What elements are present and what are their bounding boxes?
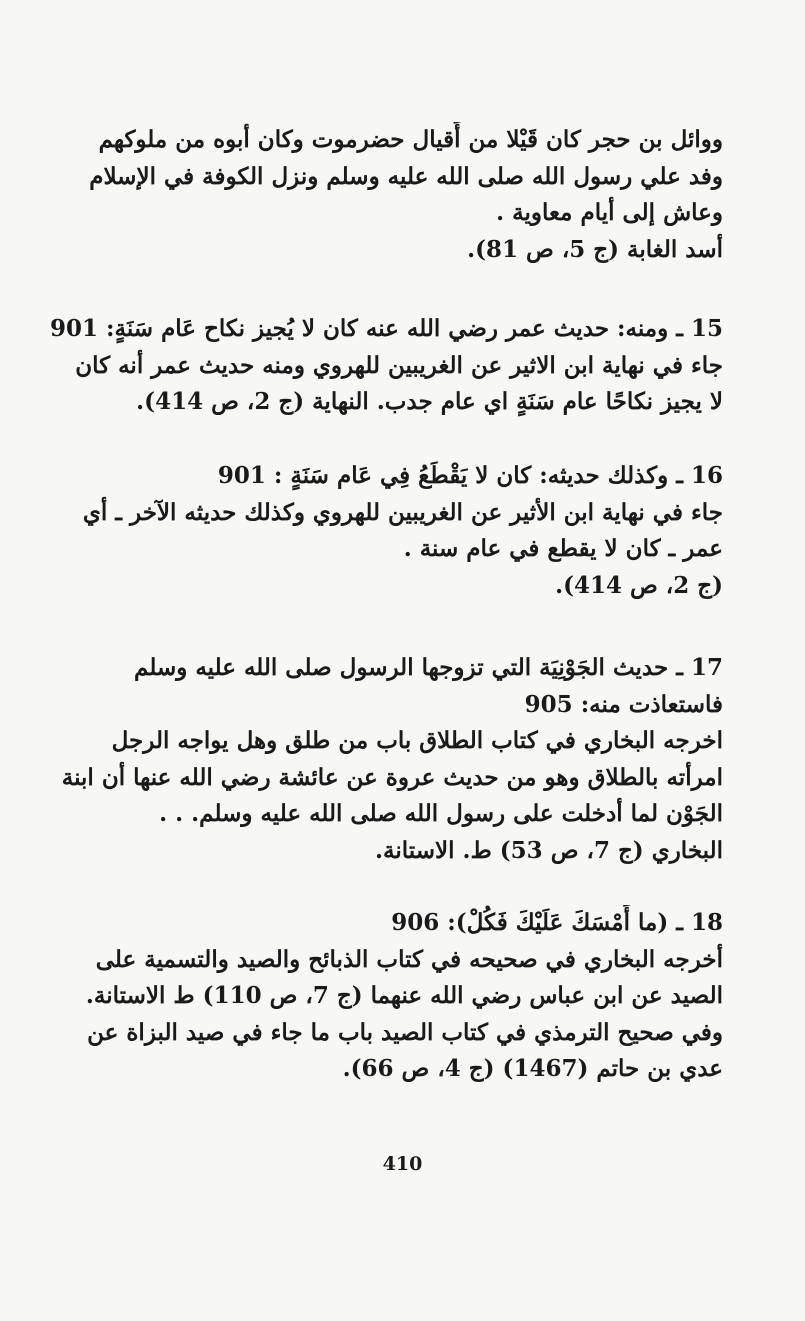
entry-15 <box>48 311 723 421</box>
entry-heading: 18 ـ (ما أَمْسَكَ عَلَيْكَ فَكُلْ): 906 <box>391 909 723 936</box>
entry-heading: 16 ـ وكذلك حديثه: كان لا يَقْطَعُ فِي عَام سَنَةٍ : 901 <box>217 462 723 489</box>
text-line: وفد علي رسول الله صلى الله عليه وسلم ونزل الكوفة في الإسلام <box>89 162 723 190</box>
citation-line: (ج 2، ص 414). <box>555 571 723 599</box>
text-line: جاء في نهاية ابن الأثير عن الغريبين للهروي وكذلك حديثه الآخر ـ أي <box>82 498 723 526</box>
text-line: الجَوْن لما أدخلت على رسول الله صلى الله عليه وسلم. . . <box>159 800 723 827</box>
paragraph-narrator-biography <box>48 122 723 268</box>
text-line: وعاش إلى أيام معاوية . <box>496 199 723 226</box>
citation-line: أسد الغابة (ج 5، ص 81). <box>467 235 723 263</box>
text-line: وفي صحيح الترمذي في كتاب الصيد باب ما جاء في صيد البزاة عن <box>87 1018 723 1046</box>
text-line: عمر ـ كان لا يقطع في عام سنة . <box>403 535 723 562</box>
entry-heading: 17 ـ حديث الجَوْنِيَة التي تزوجها الرسول صلى الله عليه وسلم <box>134 654 723 681</box>
text-line: الصيد عن ابن عباس رضي الله عنهما (ج 7، ص 110) ط الاستانة. <box>85 982 723 1009</box>
entry-heading-continuation: فاستعاذت منه: 905 <box>524 690 723 718</box>
entry-17 <box>48 650 723 869</box>
citation-line: عدي بن حاتم (1467) (ج 4، ص 66). <box>342 1055 723 1082</box>
entry-heading: 15 ـ ومنه: حديث عمر رضي الله عنه كان لا يُجيز نكاح عَام سَنَةٍ: 901 <box>50 315 723 342</box>
text-line: لا يجيز نكاحًا عام سَنَةٍ اي عام جدب. النهاية (ج 2، ص 414). <box>136 388 723 415</box>
text-line: اخرجه البخاري في كتاب الطلاق باب من طلق وهل يواجه الرجل <box>111 727 723 754</box>
text-line: ووائل بن حجر كان قَيْلا من أَقيال حضرموت وكان أبوه من ملوكهم <box>98 126 723 153</box>
page-number: 410 <box>382 1153 423 1175</box>
entry-18 <box>48 905 723 1088</box>
citation-line: البخاري (ج 7، ص 53) ط. الاستانة. <box>375 836 723 864</box>
text-line: امرأته بالطلاق وهو من حديث عروة عن عائشة رضي الله عنها أن ابنة <box>61 763 723 791</box>
entry-16 <box>48 458 723 604</box>
text-line: جاء في نهاية ابن الاثير عن الغريبين للهروي ومنه حديث عمر أنه كان <box>75 351 723 379</box>
text-line: أخرجه البخاري في صحيحه في كتاب الذبائح والصيد والتسمية على <box>95 945 723 973</box>
